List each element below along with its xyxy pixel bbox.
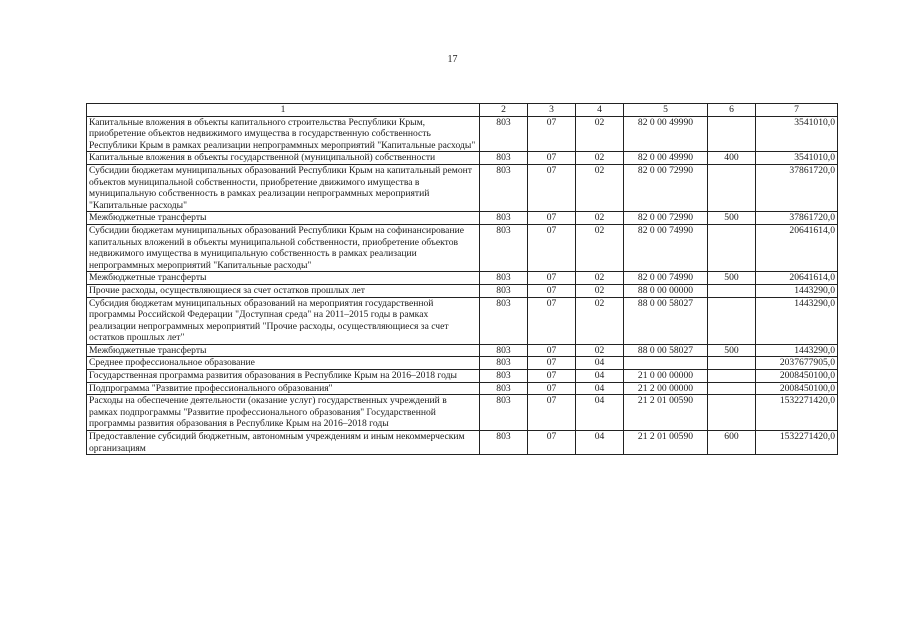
subsection-code: 02 (576, 284, 624, 297)
subsection-code: 02 (576, 297, 624, 344)
header-cell: 6 (708, 104, 756, 117)
expense-type-code (708, 164, 756, 211)
subsection-code: 04 (576, 395, 624, 431)
expense-name: Субсидии бюджетам муниципальных образований Республики Крым на капитальный ремонт объектов муниципальной собственности, приобретение движимого имущества в муниципальную собственность в рамках реализации непрограммных мероприятий "Капитальные расходы" (87, 164, 480, 211)
target-article-code: 82 0 00 72990 (624, 212, 708, 225)
subsection-code: 02 (576, 272, 624, 285)
expense-type-code: 500 (708, 272, 756, 285)
ministry-code: 803 (480, 284, 528, 297)
ministry-code: 803 (480, 431, 528, 455)
table-row (87, 344, 838, 357)
ministry-code: 803 (480, 212, 528, 225)
target-article-code: 88 0 00 58027 (624, 297, 708, 344)
expense-name: Капитальные вложения в объекты государственной (муниципальной) собственности (87, 152, 480, 165)
section-code: 07 (528, 395, 576, 431)
amount: 1443290,0 (756, 284, 838, 297)
expense-type-code: 500 (708, 344, 756, 357)
section-code: 07 (528, 370, 576, 383)
amount: 2008450100,0 (756, 370, 838, 383)
expense-type-code: 400 (708, 152, 756, 165)
expense-name: Подпрограмма "Развитие профессионального образования" (87, 382, 480, 395)
expense-name: Капитальные вложения в объекты капитального строительства Республики Крым, приобретение объектов недвижимого имущества в государственную собственность Республики Крым в рамках реализации непрограммных мероприятий "Капитальные расходы" (87, 116, 480, 152)
target-article-code: 82 0 00 49990 (624, 116, 708, 152)
amount: 1532271420,0 (756, 431, 838, 455)
expense-name: Субсидии бюджетам муниципальных образований Республики Крым на софинансирование капитальных вложений в объекты муниципальной собственности, приобретение объектов недвижимого имущества в муниципальную собственность в рамках реализации непрограммных мероприятий "Капитальные расходы" (87, 224, 480, 271)
target-article-code: 21 2 01 00590 (624, 395, 708, 431)
page-number: 17 (447, 54, 458, 65)
expense-name: Среднее профессиональное образование (87, 357, 480, 370)
target-article-code: 88 0 00 58027 (624, 344, 708, 357)
table-row (87, 212, 838, 225)
section-code: 07 (528, 344, 576, 357)
ministry-code: 803 (480, 395, 528, 431)
ministry-code: 803 (480, 272, 528, 285)
amount: 3541010,0 (756, 152, 838, 165)
subsection-code: 02 (576, 212, 624, 225)
table-row (87, 116, 838, 152)
amount: 1443290,0 (756, 344, 838, 357)
subsection-code: 04 (576, 382, 624, 395)
expense-name: Субсидия бюджетам муниципальных образований на мероприятия государственной программы Российской Федерации "Доступная среда" на 2011–2015 годы в рамках реализации непрограммных мероприятий "Прочие расходы, осуществляющиеся за счет остатков прошлых лет" (87, 297, 480, 344)
target-article-code: 82 0 00 74990 (624, 272, 708, 285)
section-code: 07 (528, 297, 576, 344)
section-code: 07 (528, 272, 576, 285)
target-article-code: 21 0 00 00000 (624, 370, 708, 383)
target-article-code: 21 2 00 00000 (624, 382, 708, 395)
amount: 2037677905,0 (756, 357, 838, 370)
subsection-code: 04 (576, 370, 624, 383)
header-cell: 5 (624, 104, 708, 117)
subsection-code: 02 (576, 152, 624, 165)
table-header-row (87, 104, 838, 117)
ministry-code: 803 (480, 164, 528, 211)
section-code: 07 (528, 357, 576, 370)
header-cell: 4 (576, 104, 624, 117)
expense-type-code (708, 116, 756, 152)
section-code: 07 (528, 212, 576, 225)
section-code: 07 (528, 116, 576, 152)
target-article-code: 82 0 00 74990 (624, 224, 708, 271)
section-code: 07 (528, 224, 576, 271)
amount: 20641614,0 (756, 224, 838, 271)
section-code: 07 (528, 152, 576, 165)
section-code: 07 (528, 284, 576, 297)
expense-type-code (708, 297, 756, 344)
section-code: 07 (528, 382, 576, 395)
amount: 1443290,0 (756, 297, 838, 344)
expense-type-code (708, 284, 756, 297)
expense-name: Предоставление субсидий бюджетным, автономным учреждениям и иным некоммерческим организациям (87, 431, 480, 455)
expense-type-code: 600 (708, 431, 756, 455)
target-article-code: 88 0 00 00000 (624, 284, 708, 297)
expense-name: Межбюджетные трансферты (87, 272, 480, 285)
header-cell: 7 (756, 104, 838, 117)
section-code: 07 (528, 164, 576, 211)
ministry-code: 803 (480, 224, 528, 271)
expense-name: Межбюджетные трансферты (87, 344, 480, 357)
subsection-code: 04 (576, 357, 624, 370)
ministry-code: 803 (480, 382, 528, 395)
expense-name: Межбюджетные трансферты (87, 212, 480, 225)
section-code: 07 (528, 431, 576, 455)
target-article-code (624, 357, 708, 370)
table-row (87, 224, 838, 271)
expense-type-code (708, 370, 756, 383)
subsection-code: 04 (576, 431, 624, 455)
amount: 1532271420,0 (756, 395, 838, 431)
target-article-code: 82 0 00 72990 (624, 164, 708, 211)
expense-type-code: 500 (708, 212, 756, 225)
expense-type-code (708, 395, 756, 431)
ministry-code: 803 (480, 116, 528, 152)
subsection-code: 02 (576, 116, 624, 152)
table-row (87, 370, 838, 383)
amount: 37861720,0 (756, 212, 838, 225)
expense-type-code (708, 224, 756, 271)
ministry-code: 803 (480, 344, 528, 357)
table-row (87, 382, 838, 395)
subsection-code: 02 (576, 224, 624, 271)
expense-type-code (708, 382, 756, 395)
amount: 37861720,0 (756, 164, 838, 211)
expense-name: Прочие расходы, осуществляющиеся за счет остатков прошлых лет (87, 284, 480, 297)
ministry-code: 803 (480, 370, 528, 383)
expense-type-code (708, 357, 756, 370)
expense-name: Государственная программа развития образования в Республике Крым на 2016–2018 годы (87, 370, 480, 383)
table-row (87, 297, 838, 344)
target-article-code: 21 2 01 00590 (624, 431, 708, 455)
ministry-code: 803 (480, 297, 528, 344)
table-row (87, 164, 838, 211)
header-cell: 2 (480, 104, 528, 117)
amount: 20641614,0 (756, 272, 838, 285)
budget-table (86, 103, 838, 455)
header-cell: 3 (528, 104, 576, 117)
amount: 2008450100,0 (756, 382, 838, 395)
amount: 3541010,0 (756, 116, 838, 152)
ministry-code: 803 (480, 152, 528, 165)
table-row (87, 284, 838, 297)
target-article-code: 82 0 00 49990 (624, 152, 708, 165)
table-row (87, 431, 838, 455)
table-row (87, 272, 838, 285)
table-row (87, 395, 838, 431)
table-row (87, 357, 838, 370)
ministry-code: 803 (480, 357, 528, 370)
expense-name: Расходы на обеспечение деятельности (оказание услуг) государственных учреждений в рамках подпрограммы "Развитие профессионального образования" Государственной программы развития образования в Республике Крым на 2016–2018 годы (87, 395, 480, 431)
subsection-code: 02 (576, 164, 624, 211)
subsection-code: 02 (576, 344, 624, 357)
table-row (87, 152, 838, 165)
header-cell: 1 (87, 104, 480, 117)
